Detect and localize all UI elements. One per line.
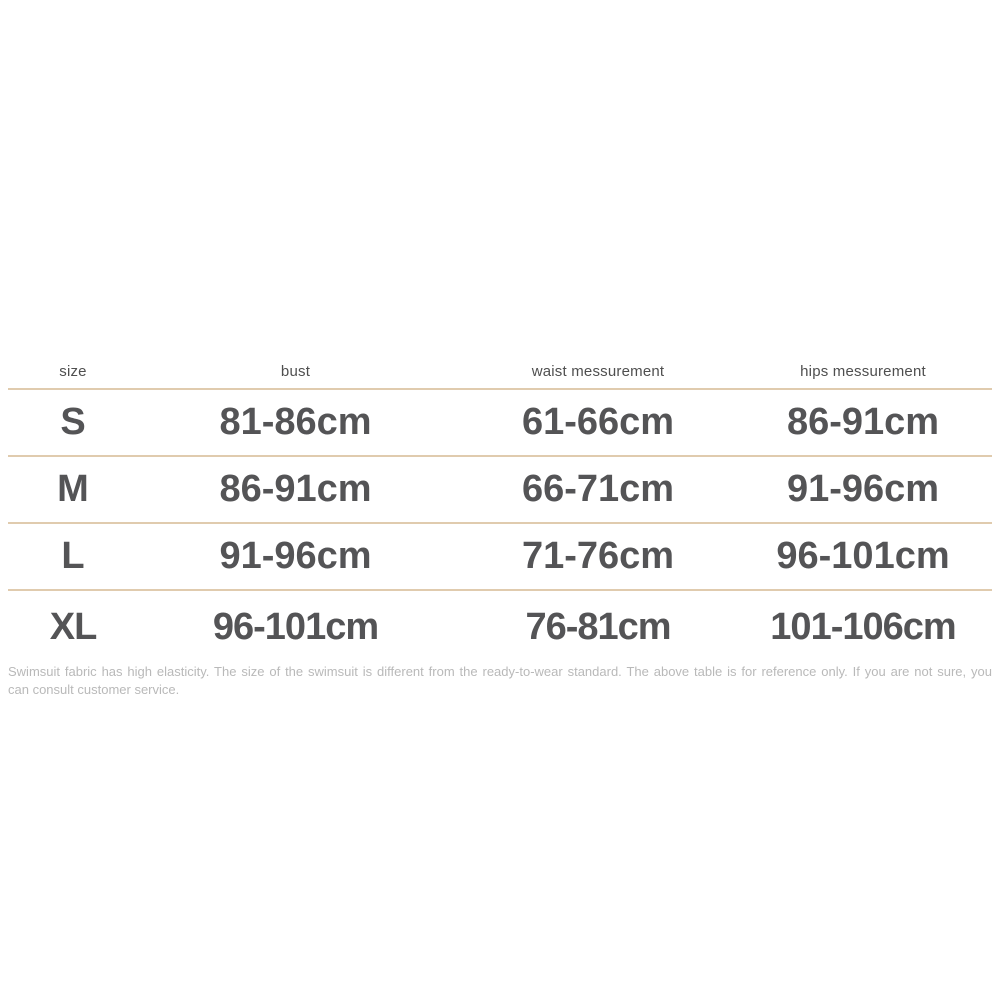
waist-value: 71-76cm xyxy=(521,535,675,577)
table-row-l xyxy=(8,524,992,591)
hips-value: 101-106cm xyxy=(770,605,956,648)
column-header-waist: waist messurement xyxy=(531,363,665,380)
table-header-row xyxy=(8,355,992,390)
column-header-bust: bust xyxy=(280,363,311,380)
hips-value: 96-101cm xyxy=(776,535,950,577)
disclaimer-line-2: can consult customer service. xyxy=(8,681,180,697)
bust-value: 96-101cm xyxy=(212,605,379,648)
waist-value: 76-81cm xyxy=(525,605,671,648)
size-label: XL xyxy=(49,605,97,648)
disclaimer-line-1: Swimsuit fabric has high elasticity. The size of the swimsuit is different from the ready-to-wear standard. The above table is for reference only. If you are not sure, you xyxy=(8,664,992,679)
table-row-xl xyxy=(8,591,992,663)
size-label: L xyxy=(61,535,85,577)
size-table xyxy=(8,355,992,663)
size-label: S xyxy=(60,401,86,443)
bust-value: 91-96cm xyxy=(219,535,372,577)
waist-value: 66-71cm xyxy=(521,468,675,510)
column-header-hips: hips messurement xyxy=(800,363,926,380)
disclaimer-text xyxy=(8,663,992,698)
size-label: M xyxy=(57,468,89,510)
hips-value: 91-96cm xyxy=(786,468,940,510)
column-header-size: size xyxy=(59,363,87,380)
waist-value: 61-66cm xyxy=(521,401,675,443)
bust-value: 86-91cm xyxy=(219,468,372,510)
table-row-m xyxy=(8,457,992,524)
table-row-s xyxy=(8,390,992,457)
hips-value: 86-91cm xyxy=(786,401,940,443)
bust-value: 81-86cm xyxy=(219,401,372,443)
